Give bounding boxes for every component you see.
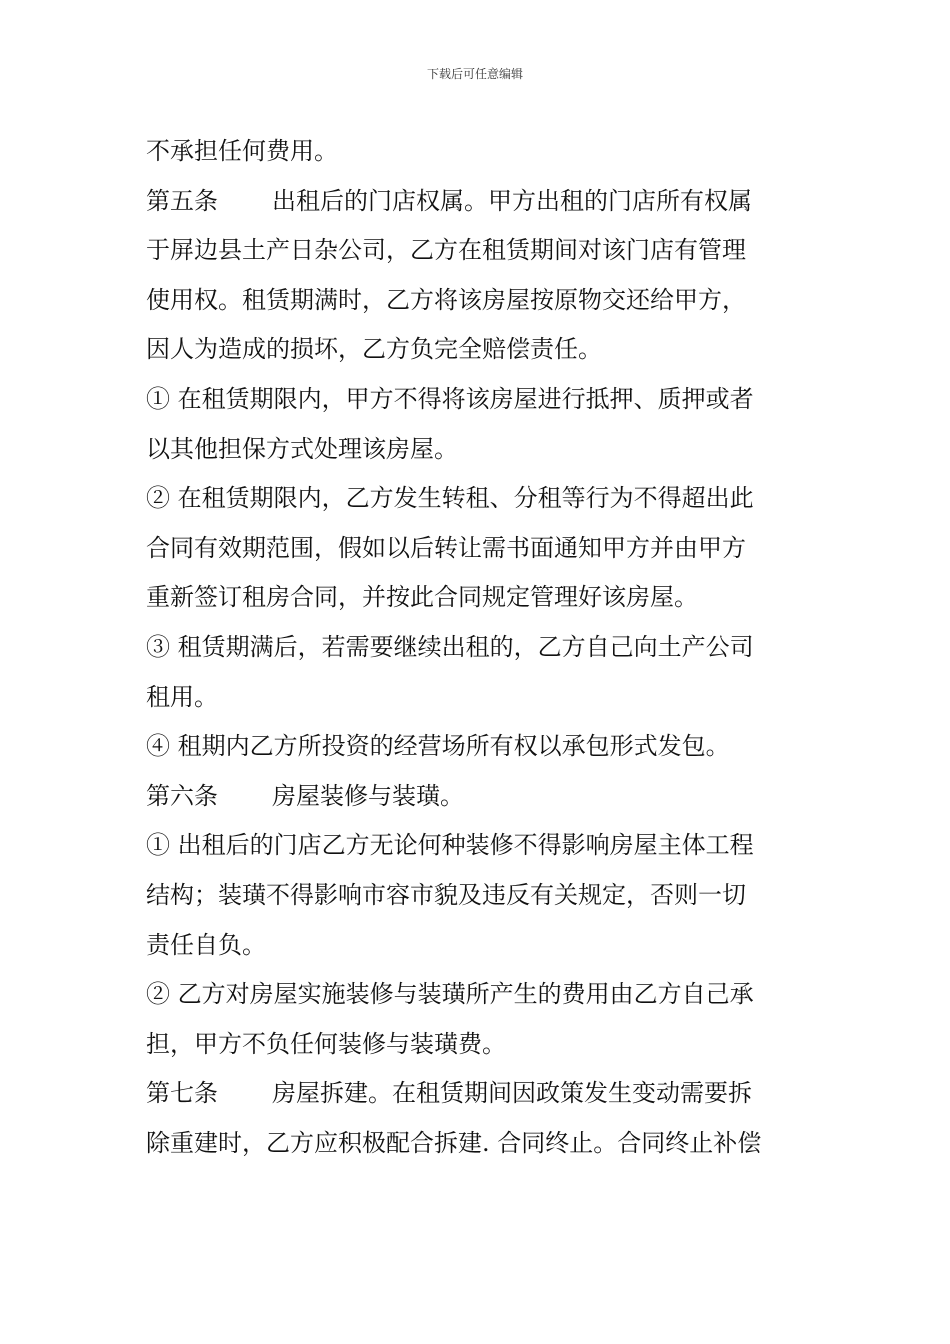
text-line-16: 结构；装璜不得影响市容市貌及违反有关规定，否则一切 bbox=[146, 880, 746, 909]
text-line-12: 租用。 bbox=[146, 682, 218, 711]
text-line-9: 合同有效期范围，假如以后转让需书面通知甲方并由甲方 bbox=[146, 533, 746, 562]
text-line-3: 于屏边县土产日杂公司，乙方在租赁期间对该门店有管理 bbox=[146, 236, 746, 265]
text-line-21: 除重建时，乙方应积极配合拆建. 合同终止。合同终止补偿 bbox=[146, 1128, 762, 1157]
text-line-19: 担，甲方不负任何装修与装璜费。 bbox=[146, 1029, 506, 1058]
article-6-line: 第六条 房屋装修与装璜。 bbox=[146, 781, 464, 810]
clause-5-3-line: ③ 租赁期满后，若需要继续出租的，乙方自己向土产公司 bbox=[146, 632, 754, 661]
page-header: 下载后可任意编辑 bbox=[426, 67, 523, 81]
article-7-line: 第七条 房屋拆建。在租赁期间因政策发生变动需要拆 bbox=[146, 1079, 752, 1108]
clause-5-1-line: ① 在租赁期限内，甲方不得将该房屋进行抵押、质押或者 bbox=[146, 384, 754, 413]
article-5-line: 第五条 出租后的门店权属。甲方出租的门店所有权属 bbox=[146, 186, 752, 215]
clause-6-1-line: ① 出租后的门店乙方无论何种装修不得影响房屋主体工程 bbox=[146, 831, 754, 860]
clause-5-4-line: ④ 租期内乙方所投资的经营场所有权以承包形式发包。 bbox=[146, 732, 730, 761]
text-line-1: 不承担任何费用。 bbox=[146, 137, 338, 165]
clause-6-2-line: ② 乙方对房屋实施装修与装璜所产生的费用由乙方自己承 bbox=[146, 980, 754, 1009]
text-line-4: 使用权。租赁期满时，乙方将该房屋按原物交还给甲方， bbox=[146, 285, 746, 314]
article-7-label: 第七条 bbox=[146, 1079, 218, 1108]
text-line-7: 以其他担保方式处理该房屋。 bbox=[146, 434, 458, 463]
article-6-label: 第六条 bbox=[146, 781, 218, 810]
text-line-10: 重新签订租房合同，并按此合同规定管理好该房屋。 bbox=[146, 583, 698, 612]
text-line-17: 责任自负。 bbox=[146, 930, 266, 959]
text-line-5: 因人为造成的损坏，乙方负完全赔偿责任。 bbox=[146, 335, 602, 364]
article-5-label: 第五条 bbox=[146, 186, 218, 215]
document-body bbox=[146, 127, 806, 1168]
clause-5-2-line: ② 在租赁期限内，乙方发生转租、分租等行为不得超出此 bbox=[146, 484, 754, 513]
